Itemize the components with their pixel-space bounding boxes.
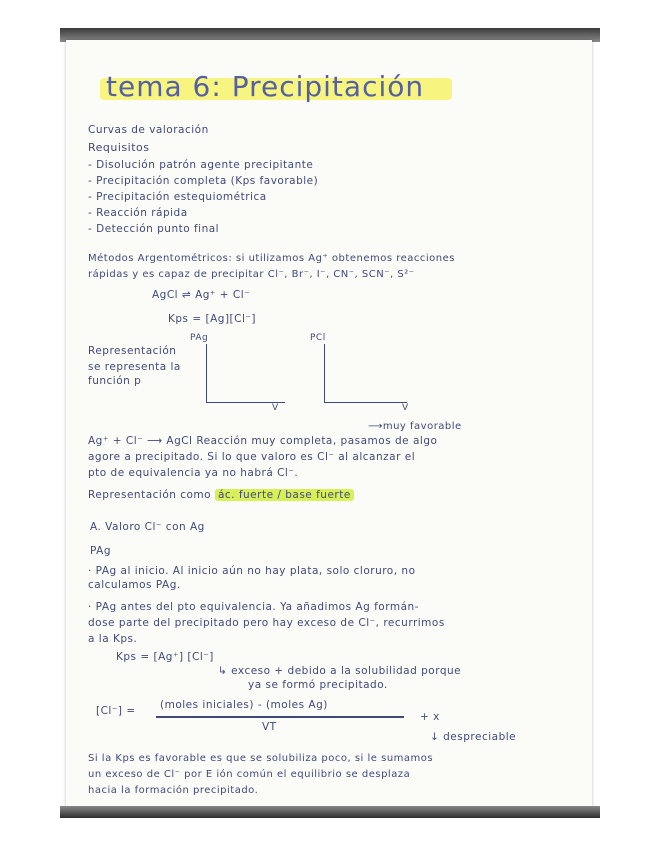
equation-equilibrium: AgCl ⇌ Ag⁺ + Cl⁻ bbox=[152, 289, 251, 301]
requisito-4: - Reacción rápida bbox=[88, 207, 188, 219]
representacion-como-text: Representación como bbox=[88, 489, 212, 501]
requisito-5: - Detección punto final bbox=[88, 223, 220, 235]
fraction-denominator: VT bbox=[262, 721, 277, 733]
ag-line-3: pto de equivalencia ya no habrá Cl⁻. bbox=[88, 467, 299, 479]
despreciable-note: ↓ despreciable bbox=[430, 731, 517, 743]
representacion-como bbox=[88, 490, 354, 501]
pcl-axes bbox=[324, 344, 407, 403]
photo-edge-bottom bbox=[60, 806, 600, 818]
v-axis-label-2: V bbox=[402, 403, 409, 413]
requisito-2: - Precipitación completa (Kps favorable) bbox=[88, 175, 319, 187]
representacion-line-1: Representación bbox=[88, 345, 177, 357]
pcl-axis-label: PCl bbox=[310, 333, 326, 343]
curvas-heading: Curvas de valoración bbox=[88, 124, 209, 136]
metodos-line-1: Métodos Argentométricos: si utilizamos Ag⁺ obtenemos reacciones bbox=[88, 253, 455, 264]
representacion-line-3: función p bbox=[88, 375, 142, 387]
inicio-line-2: calculamos PAg. bbox=[88, 579, 181, 591]
antes-line-2: dose parte del precipitado pero hay exceso de Cl⁻, recurrimos bbox=[88, 617, 445, 629]
fraction-numerator: (moles iniciales) - (moles Ag) bbox=[160, 699, 328, 711]
notebook-page bbox=[66, 40, 592, 810]
fraction-bar bbox=[156, 716, 404, 718]
final-line-3: hacia la formación precipitado. bbox=[88, 785, 259, 796]
metodos-line-2: rápidas y es capaz de precipitar Cl⁻, Br⁻, I⁻, CN⁻, SCN⁻, S²⁻ bbox=[88, 269, 415, 280]
exceso-line-2: ya se formó precipitado. bbox=[248, 679, 388, 691]
exceso-line-1: ↳ exceso + debido a la solubilidad porque bbox=[218, 665, 462, 677]
antes-line-3: a la Kps. bbox=[88, 633, 138, 645]
ag-line-2: agore a precipitado. Si lo que valoro es Cl⁻ al alcanzar el bbox=[88, 451, 416, 463]
final-line-1: Si la Kps es favorable es que se solubiliza poco, si le sumamos bbox=[88, 753, 434, 764]
equation-kps: Kps = [Ag][Cl⁻] bbox=[168, 313, 257, 325]
inicio-line-1: · PAg al inicio. Al inicio aún no hay plata, solo cloruro, no bbox=[88, 565, 416, 577]
ag-line-1: Ag⁺ + Cl⁻ ⟶ AgCl Reacción muy completa, pasamos de algo bbox=[88, 435, 438, 447]
antes-line-1: · PAg antes del pto equivalencia. Ya añadimos Ag formán- bbox=[88, 601, 419, 613]
cl-concentration-lhs: [Cl⁻] = bbox=[96, 705, 136, 717]
kps-product: Kps = [Ag⁺] [Cl⁻] bbox=[116, 651, 214, 663]
final-line-2: un exceso de Cl⁻ por E ión común el equilibrio se desplaza bbox=[88, 769, 411, 780]
plus-x: + x bbox=[420, 711, 440, 723]
section-a-heading: A. Valoro Cl⁻ con Ag bbox=[90, 521, 205, 533]
pag-axis-label: PAg bbox=[190, 333, 209, 343]
pag-heading: PAg bbox=[90, 545, 112, 557]
representacion-line-2: se representa la bbox=[88, 361, 181, 373]
requisitos-heading: Requisitos bbox=[88, 141, 150, 154]
requisito-1: - Disolución patrón agente precipitante bbox=[88, 159, 314, 171]
requisito-3: - Precipitación estequiométrica bbox=[88, 191, 267, 203]
pag-axes bbox=[206, 344, 285, 403]
muy-favorable-note: ⟶muy favorable bbox=[368, 421, 462, 432]
page-title: tema 6: Precipitación bbox=[106, 70, 425, 103]
v-axis-label-1: V bbox=[272, 403, 279, 413]
acido-base-highlight: ác. fuerte / base fuerte bbox=[215, 489, 354, 501]
